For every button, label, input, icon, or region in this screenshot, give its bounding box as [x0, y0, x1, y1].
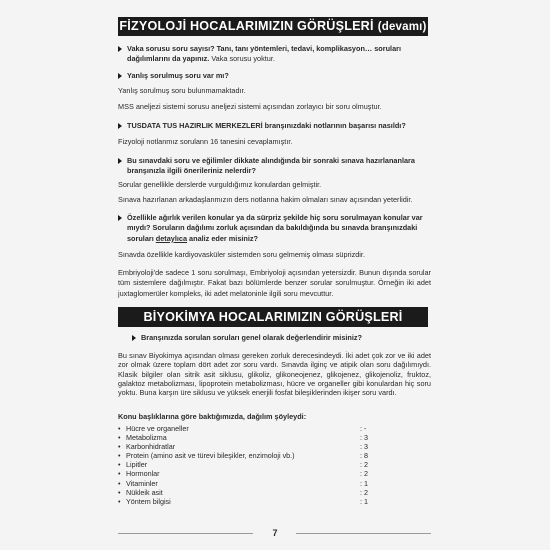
question-notlar-basarisi: TUSDATA TUS HAZIRLIK MERKEZLERİ branşınızdaki notlarının başarısı nasıldı? [118, 121, 431, 131]
question-yanlis-soru: Yanlış sorulmuş soru var mı? [118, 71, 431, 81]
question-vaka-sorusu [118, 44, 431, 65]
question-underlined: detaylıca [155, 233, 188, 243]
footer-rule-left [118, 533, 253, 534]
section-title: BİYOKİMYA HOCALARIMIZIN GÖRÜŞLERİ [143, 310, 403, 324]
answer-text: Fizyoloji notlanmız sorulann 16 tanesini cevaplamıştır. [118, 137, 293, 146]
list-item [118, 433, 380, 442]
topic-name: • Hücre ve organeller [118, 424, 360, 433]
answer-paragraph: Embriyoloji'de sadece 1 soru sorulmaşı, Embriyoloji açısından yetersizdir. Bunun dışında sorular tüm sistemlere dağılmıştır. Fakat bazı bölümlerde benzer sorular sorulmuştur. Örneğin iki adet juxtaglomerüler kompleks, iki adet melatoninle ilgili soru mevcuttur. [118, 268, 431, 298]
topic-count: : 1 [360, 478, 368, 488]
list-item [118, 469, 380, 478]
topic-count: : 3 [360, 433, 368, 443]
list-item [118, 451, 380, 460]
page-number: 7 [272, 528, 278, 538]
topic-count: : 2 [360, 469, 368, 479]
topic-count: : 2 [360, 487, 368, 497]
question-oneriler: Bu sınavdaki soru ve eğilimler dikkate alındığında bir sonraki sınava hazırlananlara branşınızla ilgili önerileriniz nelerdir? [118, 156, 431, 177]
list-item [118, 442, 380, 451]
list-item [118, 497, 380, 506]
topic-name: • Protein (amino asit ve türevi bileşikler, enzimoloji vb.) [118, 451, 360, 460]
answer-text: Sınavda özellikle kardiyovasküler sistemden soru gelmemiş olması süprizdir. [118, 250, 365, 259]
topic-name: • Yöntem bilgisi [118, 497, 360, 506]
answer-text: Sorular genellikle derslerde vurguldığımız konulardan gelmiştir. [118, 180, 322, 189]
topic-count: : - [360, 424, 367, 433]
topic-count: : 1 [360, 496, 368, 506]
answer-inline: Vaka sorusu yoktur. [209, 54, 275, 64]
footer-rule-right [296, 533, 431, 534]
topic-name: • Nükleik asit [118, 488, 360, 497]
answer-paragraph: Bu sınav Biyokimya açısından olması gereken zorluk derecesindeydi. İki adet çok zor ve iki adet zor olmak üzere toplam dört adet zor soru vardı. Sınavda ilginç ve atipik olan soru dağılımıydı. Klasik bilgiler olan sitrik asit siklusu, glikoliz, glikoneojenez, glikojenez, glikojenoliz, fruktoz, galaktoz metabolizması, lipoprotein metabolizması, hücre ve organeller gibi konulardan hiç soru yoktu. Buna karşın üre siklusu ve yüksek enerjili fosfat bileşiklerinden ikişer soru vardı. [118, 351, 431, 398]
topic-distribution-list [118, 424, 380, 506]
topic-name: • Metabolizma [118, 433, 360, 442]
list-item [118, 424, 380, 433]
question-text: Vaka sorusu soru sayısı? Tanı, tanı yöntemleri, tedavi, komplikasyon… soruları dağılımlarını da yapınız. [127, 44, 401, 64]
section-title-suffix: (devamı) [377, 21, 427, 33]
topic-name: • Lipitler [118, 460, 360, 469]
answer-text: Sınava hazırlanan arkadaşlanmızın ders notlanna hakim olmaları sınav açısından yeterlidir. [118, 195, 413, 204]
list-item [118, 460, 380, 469]
topic-count: : 2 [360, 460, 368, 470]
topic-count: : 8 [360, 451, 368, 461]
distribution-heading: Konu başlıklarına göre baktığımızda, dağılım şöyleydi: [118, 412, 307, 421]
section-header-biyokimya [118, 307, 428, 327]
topic-name: • Hormonlar [118, 469, 360, 478]
list-item [118, 479, 380, 488]
question-agirlik-konular [118, 213, 431, 244]
question-genel-degerlendirme: Branşınızda sorulan soruları genel olarak değerlendirir misiniz? [132, 333, 431, 343]
section-header-fizyoloji [118, 17, 428, 36]
answer-text: Yanlış sorulmuş soru bulunmamaktadır. [118, 86, 246, 95]
question-text-end: analiz eder misiniz? [187, 233, 258, 243]
question-text: Özellikle ağırlık verilen konular ya da sürpriz şekilde hiç soru sorulmayan konular var mıydı? Soruların dağılımı zorluk açısından da bakıldığında bu sınavda branşınızdaki soruları [127, 213, 423, 243]
section-title: FİZYOLOJİ HOCALARIMIZIN GÖRÜŞLERİ [119, 19, 374, 33]
topic-count: : 3 [360, 442, 368, 452]
list-item [118, 488, 380, 497]
topic-name: • Vitaminler [118, 479, 360, 488]
topic-name: • Karbonhidratlar [118, 442, 360, 451]
answer-text: MSS aneljezi sistemi sorusu aneljezi sistemi açısından zorlayıcı bir soru olmuştur. [118, 102, 382, 111]
